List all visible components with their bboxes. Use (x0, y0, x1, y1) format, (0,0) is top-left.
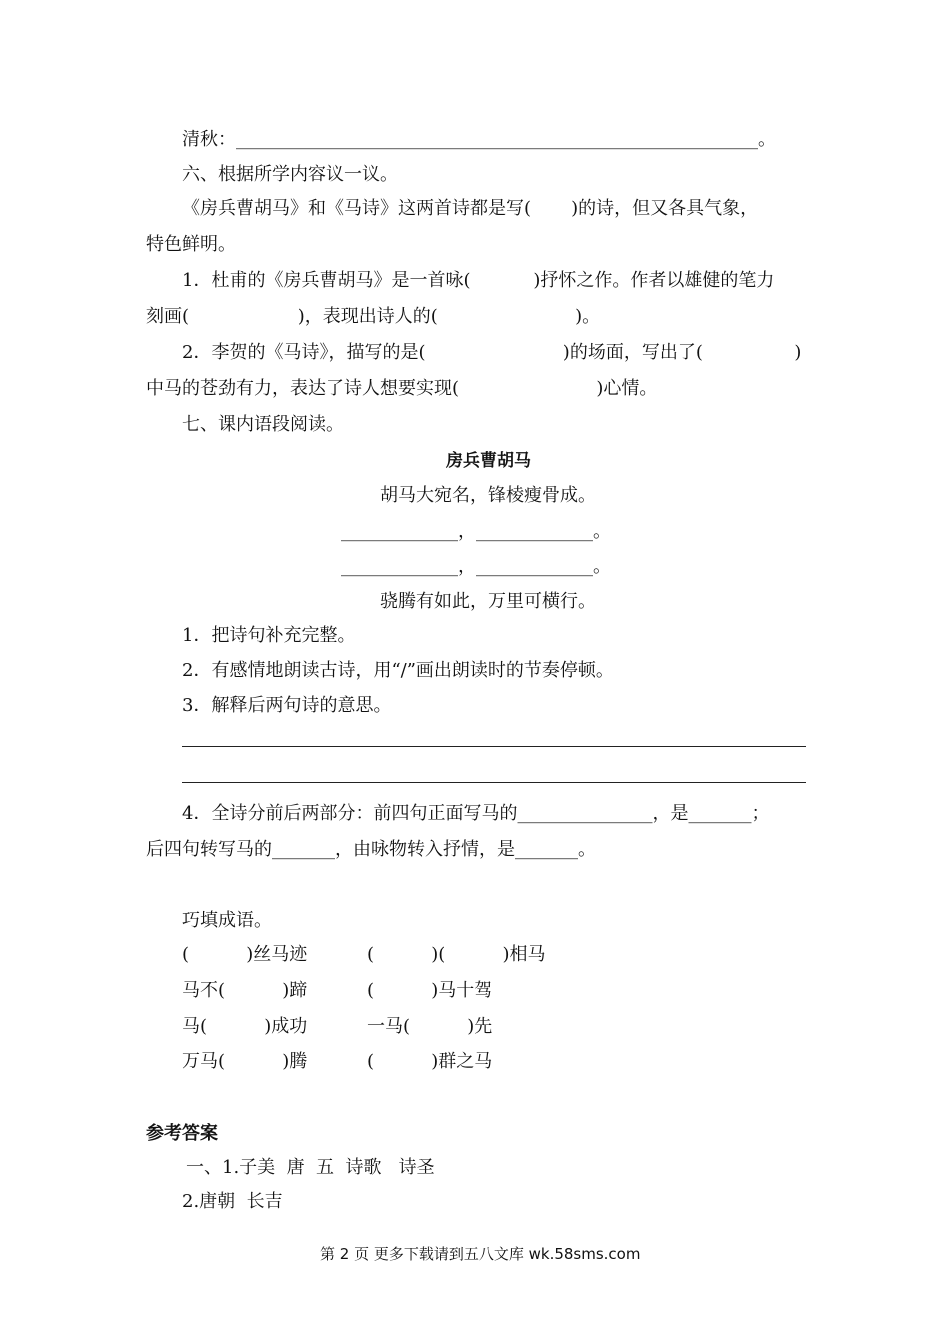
poem-blank-line-1: _____________，_____________。 (341, 521, 611, 542)
idiom-1-right: ( )( )相马 (367, 944, 546, 965)
idiom-2-left: 马不( )蹄 (182, 980, 308, 1001)
qingqiu-line: 清秋：__________________________________________________________。 (182, 129, 776, 150)
answer-key-line-1: 一、1.子美 唐 五 诗歌 诗圣 (186, 1157, 435, 1178)
answer-rule-2 (182, 782, 806, 783)
page-footer: 第 2 页 更多下载请到五八文库 wk.58sms.com (320, 1245, 641, 1263)
section-6-question-1-line-2: 刻画( )，表现出诗人的( )。 (146, 306, 601, 327)
section-7-question-2: 2．有感情地朗读古诗，用“/”画出朗读时的节奏停顿。 (182, 660, 614, 681)
poem-line-4: 骁腾有如此，万里可横行。 (380, 591, 596, 612)
section-6-intro-line-2: 特色鲜明。 (146, 234, 236, 255)
section-7-question-3: 3．解释后两句诗的意思。 (182, 695, 392, 716)
poem-line-1: 胡马大宛名，锋棱瘦骨成。 (380, 485, 596, 506)
idiom-title: 巧填成语。 (182, 910, 272, 931)
poem-title: 房兵曹胡马 (446, 451, 531, 471)
idiom-4-left: 万马( )腾 (182, 1051, 308, 1072)
section-6-title: 六、根据所学内容议一议。 (182, 164, 398, 185)
answer-rule-1 (182, 746, 806, 747)
section-6-question-1-line-1: 1．杜甫的《房兵曹胡马》是一首咏( )抒怀之作。作者以雄健的笔力 (182, 270, 775, 291)
section-7-title: 七、课内语段阅读。 (182, 414, 344, 435)
poem-blank-line-2: _____________，_____________。 (341, 556, 611, 577)
answer-key-line-2: 2.唐朝 长吉 (182, 1191, 283, 1212)
idiom-4-right: ( )群之马 (367, 1051, 493, 1072)
idiom-2-right: ( )马十驾 (367, 980, 493, 1001)
idiom-1-left: ( )丝马迹 (182, 944, 308, 965)
idiom-3-left: 马( )成功 (182, 1016, 308, 1037)
section-6-intro-line-1: 《房兵曹胡马》和《马诗》这两首诗都是写( )的诗，但又各具气象， (182, 198, 759, 219)
section-6-question-2-line-1: 2．李贺的《马诗》，描写的是( )的场面，写出了( ) (182, 342, 802, 363)
section-7-question-4-line-1: 4．全诗分前后两部分：前四句正面写马的_______________，是_______； (182, 803, 770, 824)
section-7-question-1: 1．把诗句补充完整。 (182, 625, 356, 646)
answer-key-title: 参考答案 (146, 1123, 218, 1144)
section-6-question-2-line-2: 中马的苍劲有力，表达了诗人想要实现( )心情。 (146, 378, 658, 399)
idiom-3-right: 一马( )先 (367, 1016, 493, 1037)
section-7-question-4-line-2: 后四句转写马的_______，由咏物转入抒情，是_______。 (146, 839, 596, 860)
